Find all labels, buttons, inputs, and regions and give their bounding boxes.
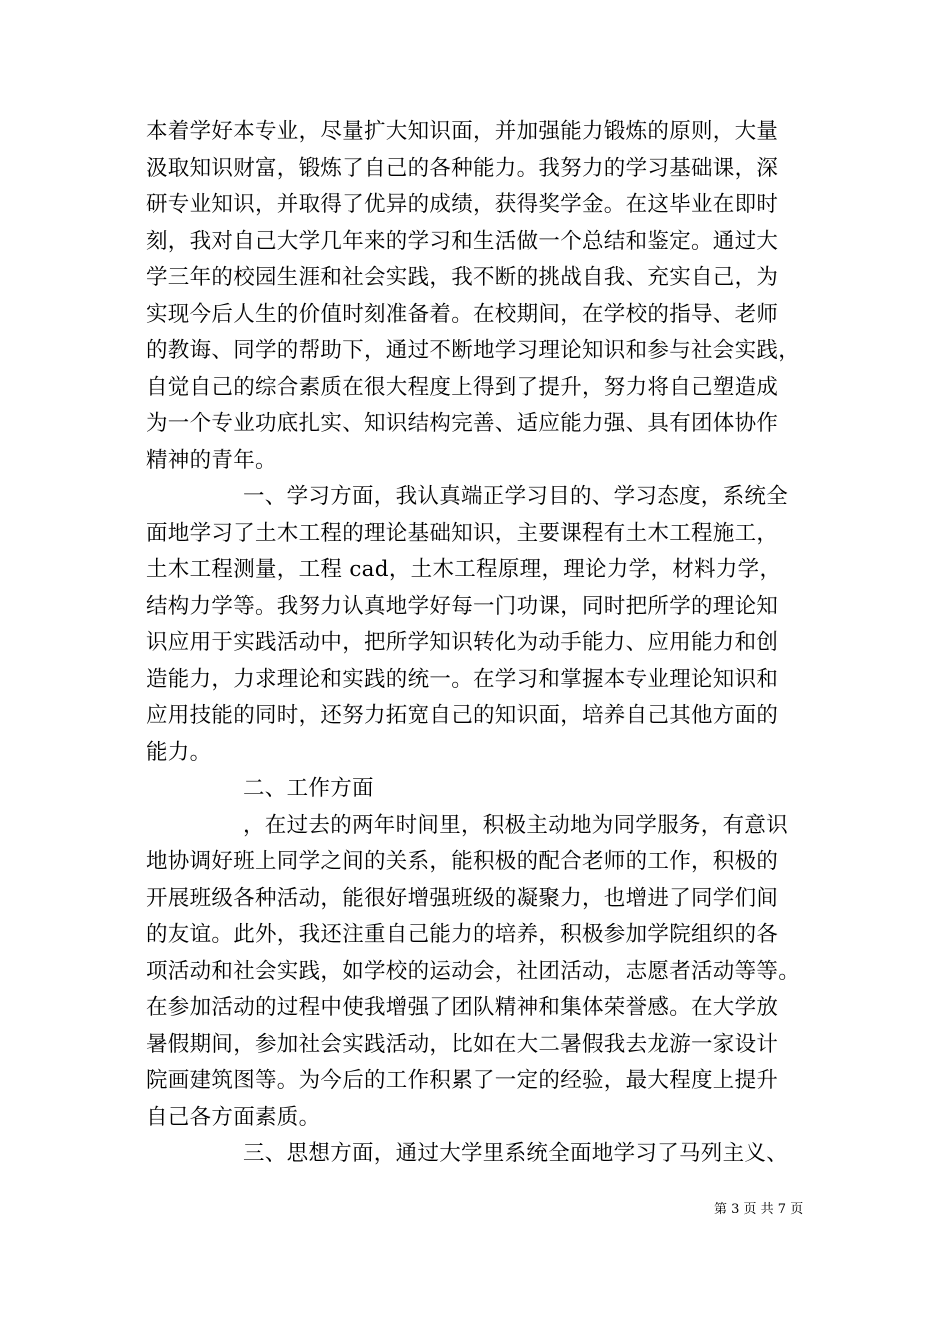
text-line: 开展班级各种活动，能很好增强班级的凝聚力，也增进了同学们间	[146, 885, 779, 911]
text-line: 汲取知识财富，锻炼了自己的各种能力。我努力的学习基础课，深	[146, 155, 779, 181]
text-line: 自己各方面素质。	[146, 1104, 321, 1130]
body-text	[146, 114, 806, 1173]
text-line: 面地学习了土木工程的理论基础知识，主要课程有土木工程施工，	[146, 520, 779, 546]
text-line: 的友谊。此外，我还注重自己能力的培养，积极参加学院组织的各	[146, 922, 779, 947]
section-heading-study: 一、学习方面，我认真端正学习目的、学习态度，系统全	[243, 484, 789, 509]
text-line: 学三年的校园生涯和社会实践，我不断的挑战自我、充实自己，为	[146, 265, 779, 290]
text-line: 刻，我对自己大学几年来的学习和生活做一个总结和鉴定。通过大	[146, 228, 779, 254]
text-line: 地协调好班上同学之间的关系，能积极的配合老师的工作，积极的	[146, 849, 779, 874]
text-line: 院画建筑图等。为今后的工作积累了一定的经验，最大程度上提升	[146, 1068, 779, 1093]
text-line: 为一个专业功底扎实、知识结构完善、适应能力强、具有团体协作	[146, 411, 779, 436]
page-number-footer: 第 3 页 共 7 页	[714, 1202, 804, 1217]
text-line: 的教诲、同学的帮助下，通过不断地学习理论知识和参与社会实践，	[146, 338, 801, 363]
text-line: 研专业知识，并取得了优异的成绩，获得奖学金。在这毕业在即时	[146, 192, 779, 217]
text-line: ，在过去的两年时间里，积极主动地为同学服务，有意识	[243, 812, 789, 838]
text-line: 自觉自己的综合素质在很大程度上得到了提升，努力将自己塑造成	[146, 374, 779, 400]
text-line: 土木工程测量，工程 cad，土木工程原理，理论力学，材料力学，	[146, 557, 782, 582]
text-line: 造能力，力求理论和实践的统一。在学习和掌握本专业理论知识和	[146, 666, 779, 692]
section-heading-work: 二、工作方面	[243, 776, 374, 801]
text-line: 本着学好本专业，尽量扩大知识面，并加强能力锻炼的原则，大量	[146, 119, 779, 144]
text-line: 暑假期间，参加社会实践活动，比如在大二暑假我去龙游一家设计	[146, 1031, 779, 1057]
text-line: 应用技能的同时，还努力拓宽自己的知识面，培养自己其他方面的	[146, 703, 779, 728]
text-line: 实现今后人生的价值时刻准备着。在校期间，在学校的指导、老师	[146, 301, 779, 327]
text-line: 结构力学等。我努力认真地学好每一门功课，同时把所学的理论知	[146, 593, 779, 619]
section-heading-thought: 三、思想方面，通过大学里系统全面地学习了马列主义、	[243, 1141, 789, 1166]
text-line: 项活动和社会实践，如学校的运动会，社团活动，志愿者活动等等。	[146, 958, 801, 984]
text-line: 精神的青年。	[146, 447, 277, 473]
text-line: 能力。	[146, 739, 212, 765]
text-line: 识应用于实践活动中，把所学知识转化为动手能力、应用能力和创	[146, 630, 779, 655]
text-line: 在参加活动的过程中使我增强了团队精神和集体荣誉感。在大学放	[146, 995, 779, 1020]
